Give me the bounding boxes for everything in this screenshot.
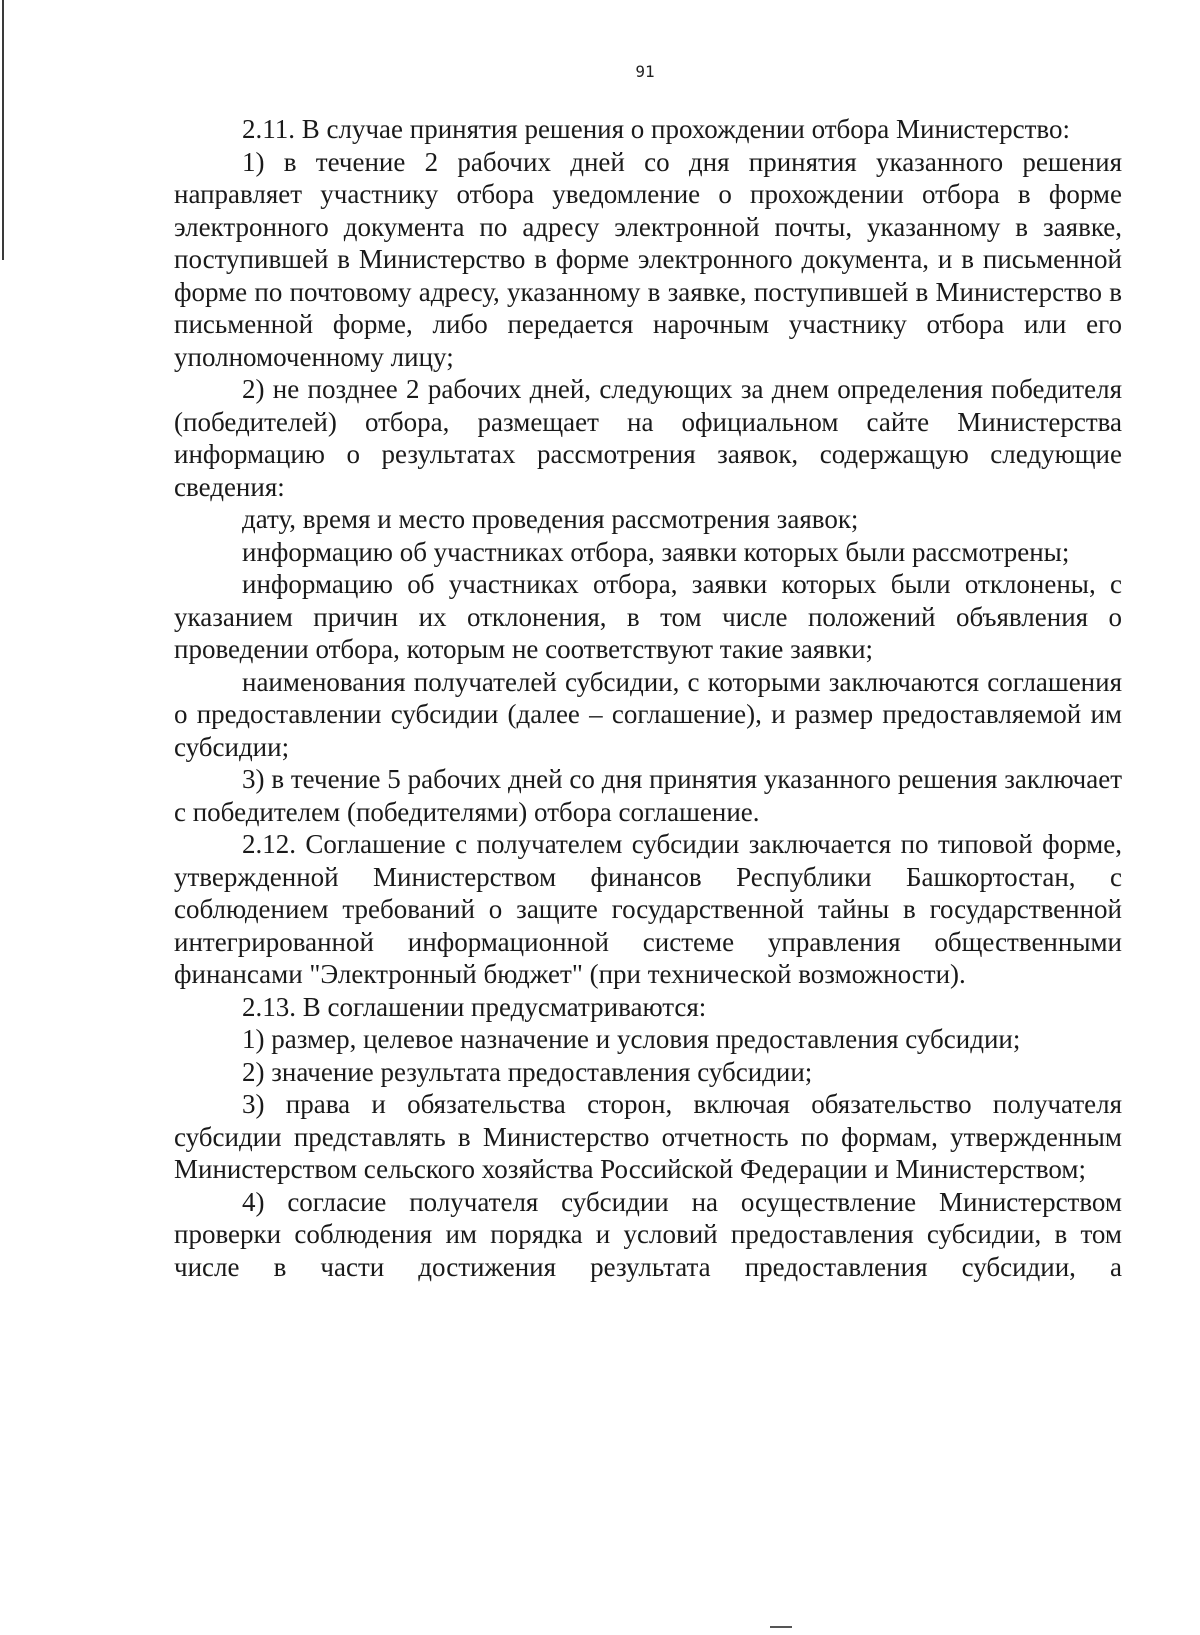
paragraph-info-recipients: наименования получателей субсидии, с которыми заключаются соглашения о предоставлении субсидии (далее – соглашение), и размер предоставляемой им субсидии; [174, 666, 1122, 762]
document-body [174, 113, 1122, 1283]
paragraph-2-11-item-3: 3) в течение 5 рабочих дней со дня принятия указанного решения заключает с победителем (победителями) отбора соглашение. [174, 764, 1122, 827]
paragraph-2-13-item-2: 2) значение результата предоставления субсидии; [242, 1056, 813, 1087]
paragraph-2-13-item-1: 1) размер, целевое назначение и условия предоставления субсидии; [242, 1024, 1021, 1054]
paragraph-2-11-item-2: 2) не позднее 2 рабочих дней, следующих за днем определения победителя (победителей) отбора, размещает на официальном сайте Министерства информацию о результатах рассмотрения заявок, содержащую следующие сведения: [174, 374, 1122, 502]
scan-mark [770, 1626, 792, 1628]
paragraph-2-13: 2.13. В соглашении предусматриваются: [242, 991, 707, 1022]
paragraph-info-rejected: информацию об участниках отбора, заявки которых были отклонены, с указанием причин их отклонения, в том числе положений объявления о проведении отбора, которым не соответствуют такие заявки; [174, 569, 1122, 664]
scan-edge-line [2, 0, 4, 260]
paragraph-2-13-item-3: 3) права и обязательства сторон, включая обязательство получателя субсидии представлять в Министерство отчетность по формам, утвержденным Министерством сельского хозяйства Российской Федерации и Министерством; [174, 1089, 1122, 1184]
paragraph-2-11: 2.11. В случае принятия решения о прохождении отбора Министерство: [242, 114, 1070, 144]
page-number: 91 [635, 62, 655, 81]
paragraph-info-reviewed: информацию об участниках отбора, заявки которых были рассмотрены; [242, 536, 1070, 567]
paragraph-info-date: дату, время и место проведения рассмотрения заявок; [242, 504, 859, 534]
paragraph-2-12: 2.12. Соглашение с получателем субсидии заключается по типовой форме, утвержденной Министерством финансов Республики Башкортостан, с соблюдением требований о защите государственной тайны в государственной интегрированной информационной системе управления общественными финансами "Электронный бюджет" (при технической возможности). [174, 829, 1122, 989]
paragraph-2-13-item-4: 4) согласие получателя субсидии на осуществление Министерством проверки соблюдения им порядка и условий предоставления субсидии, в том числе в части достижения результата предоставления субсидии, а [174, 1186, 1122, 1282]
paragraph-2-11-item-1: 1) в течение 2 рабочих дней со дня принятия указанного решения направляет участнику отбора уведомление о прохождении отбора в форме электронного документа по адресу электронной почты, указанному в заявке, поступившей в Министерство в форме электронного документа, и в письменной форме по почтовому адресу, указанному в заявке, поступившей в Министерство в письменной форме, либо передается нарочным участнику отбора или его уполномоченному лицу; [174, 146, 1122, 372]
